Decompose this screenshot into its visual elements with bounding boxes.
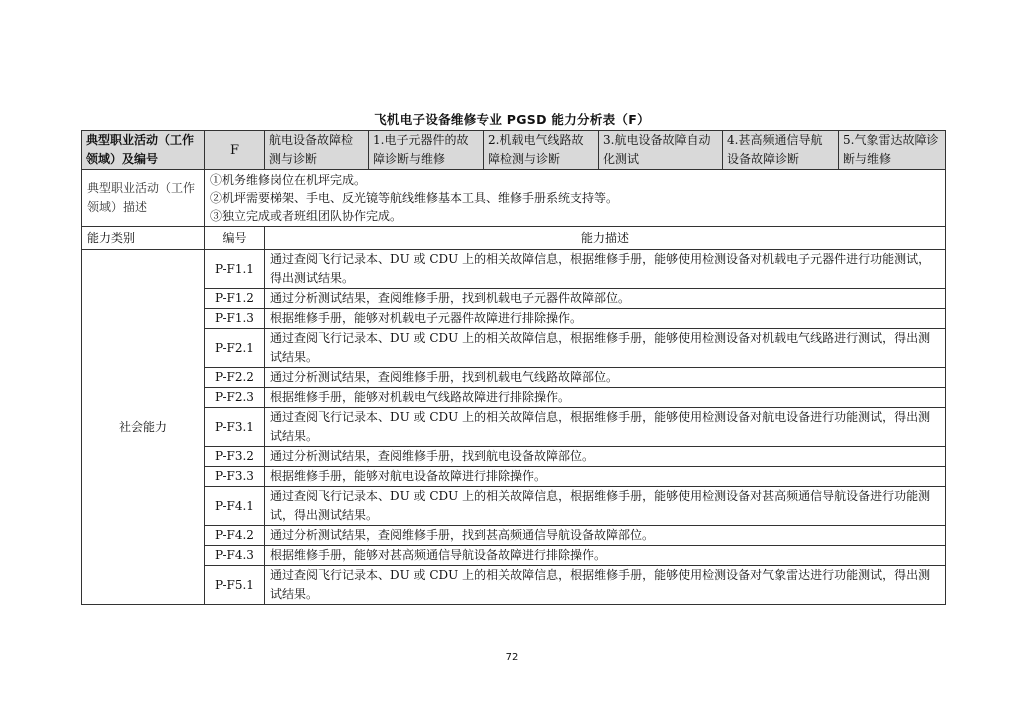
- description-label: 典型职业活动（工作领域）描述: [82, 170, 205, 227]
- ability-code: P-F2.3: [205, 388, 265, 408]
- header-row: [82, 131, 946, 170]
- ability-code: P-F2.1: [205, 329, 265, 368]
- description-line: ①机务维修岗位在机坪完成。: [210, 173, 367, 187]
- ability-code: P-F3.1: [205, 408, 265, 447]
- domain-cell: 5.气象雷达故障诊断与维修: [839, 131, 946, 170]
- ability-description: 通过查阅飞行记录本、DU 或 CDU 上的相关故障信息，根据维修手册，能够使用检测设备对航电设备进行功能测试，得出测试结果。: [265, 408, 946, 447]
- domain-cell: 3.航电设备故障自动化测试: [599, 131, 723, 170]
- activity-label: 典型职业活动（工作领域）及编号: [82, 131, 205, 170]
- ability-code: P-F4.2: [205, 526, 265, 546]
- ability-description: 通过查阅飞行记录本、DU 或 CDU 上的相关故障信息，根据维修手册，能够使用检测设备对甚高频通信导航设备进行功能测试，得出测试结果。: [265, 487, 946, 526]
- ability-code: P-F3.2: [205, 447, 265, 467]
- description-line: ②机坪需要梯架、手电、反光镜等航线维修基本工具、维修手册系统支持等。: [210, 191, 619, 205]
- table-row: [82, 250, 946, 289]
- table-row: [82, 546, 946, 566]
- category-column-header: 能力类别: [82, 227, 205, 250]
- description-line: ③独立完成或者班组团队协作完成。: [210, 209, 403, 223]
- ability-description: 通过分析测试结果，查阅维修手册，找到机载电子元器件故障部位。: [265, 289, 946, 309]
- table-row: [82, 526, 946, 546]
- ability-code: P-F1.2: [205, 289, 265, 309]
- table-row: [82, 408, 946, 447]
- ability-description: 根据维修手册，能够对甚高频通信导航设备故障进行排除操作。: [265, 546, 946, 566]
- column-header-row: [82, 227, 946, 250]
- ability-code: P-F2.2: [205, 368, 265, 388]
- table-row: [82, 329, 946, 368]
- page-number: 72: [505, 652, 519, 663]
- domain-cell: 1.电子元器件的故障诊断与维修: [369, 131, 484, 170]
- ability-description: 通过查阅飞行记录本、DU 或 CDU 上的相关故障信息，根据维修手册，能够使用检测设备对机载电子元器件进行功能测试，得出测试结果。: [265, 250, 946, 289]
- ability-description: 通过分析测试结果，查阅维修手册，找到航电设备故障部位。: [265, 447, 946, 467]
- ability-code: P-F4.3: [205, 546, 265, 566]
- table-row: [82, 388, 946, 408]
- ability-description: 通过查阅飞行记录本、DU 或 CDU 上的相关故障信息，根据维修手册，能够使用检测设备对气象雷达进行功能测试，得出测试结果。: [265, 566, 946, 605]
- domain-cell: 航电设备故障检测与诊断: [265, 131, 369, 170]
- table-row: [82, 566, 946, 605]
- ability-description: 通过分析测试结果，查阅维修手册，找到甚高频通信导航设备故障部位。: [265, 526, 946, 546]
- description-text: [205, 170, 946, 227]
- description-column-header: 能力描述: [265, 227, 946, 250]
- ability-description: 根据维修手册，能够对机载电子元器件故障进行排除操作。: [265, 309, 946, 329]
- table-row: [82, 447, 946, 467]
- table-row: [82, 368, 946, 388]
- ability-description: 通过分析测试结果，查阅维修手册，找到机载电气线路故障部位。: [265, 368, 946, 388]
- ability-code: P-F4.1: [205, 487, 265, 526]
- ability-code: P-F1.1: [205, 250, 265, 289]
- table-title: 飞机电子设备维修专业 PGSD 能力分析表（F）: [374, 112, 650, 127]
- domain-cell: 2.机载电气线路故障检测与诊断: [484, 131, 599, 170]
- domain-cell: 4.甚高频通信导航设备故障诊断: [723, 131, 839, 170]
- ability-analysis-table: [81, 130, 946, 605]
- ability-description: 通过查阅飞行记录本、DU 或 CDU 上的相关故障信息，根据维修手册，能够使用检测设备对机载电气线路进行测试，得出测试结果。: [265, 329, 946, 368]
- ability-description: 根据维修手册，能够对机载电气线路故障进行排除操作。: [265, 388, 946, 408]
- table-row: [82, 467, 946, 487]
- ability-code: P-F1.3: [205, 309, 265, 329]
- activity-code: F: [205, 131, 265, 170]
- code-column-header: 编号: [205, 227, 265, 250]
- category-cell: 社会能力: [82, 250, 205, 605]
- ability-code: P-F3.3: [205, 467, 265, 487]
- ability-code: P-F5.1: [205, 566, 265, 605]
- ability-description: 根据维修手册，能够对航电设备故障进行排除操作。: [265, 467, 946, 487]
- table-row: [82, 487, 946, 526]
- table-row: [82, 289, 946, 309]
- description-row: [82, 170, 946, 227]
- table-row: [82, 309, 946, 329]
